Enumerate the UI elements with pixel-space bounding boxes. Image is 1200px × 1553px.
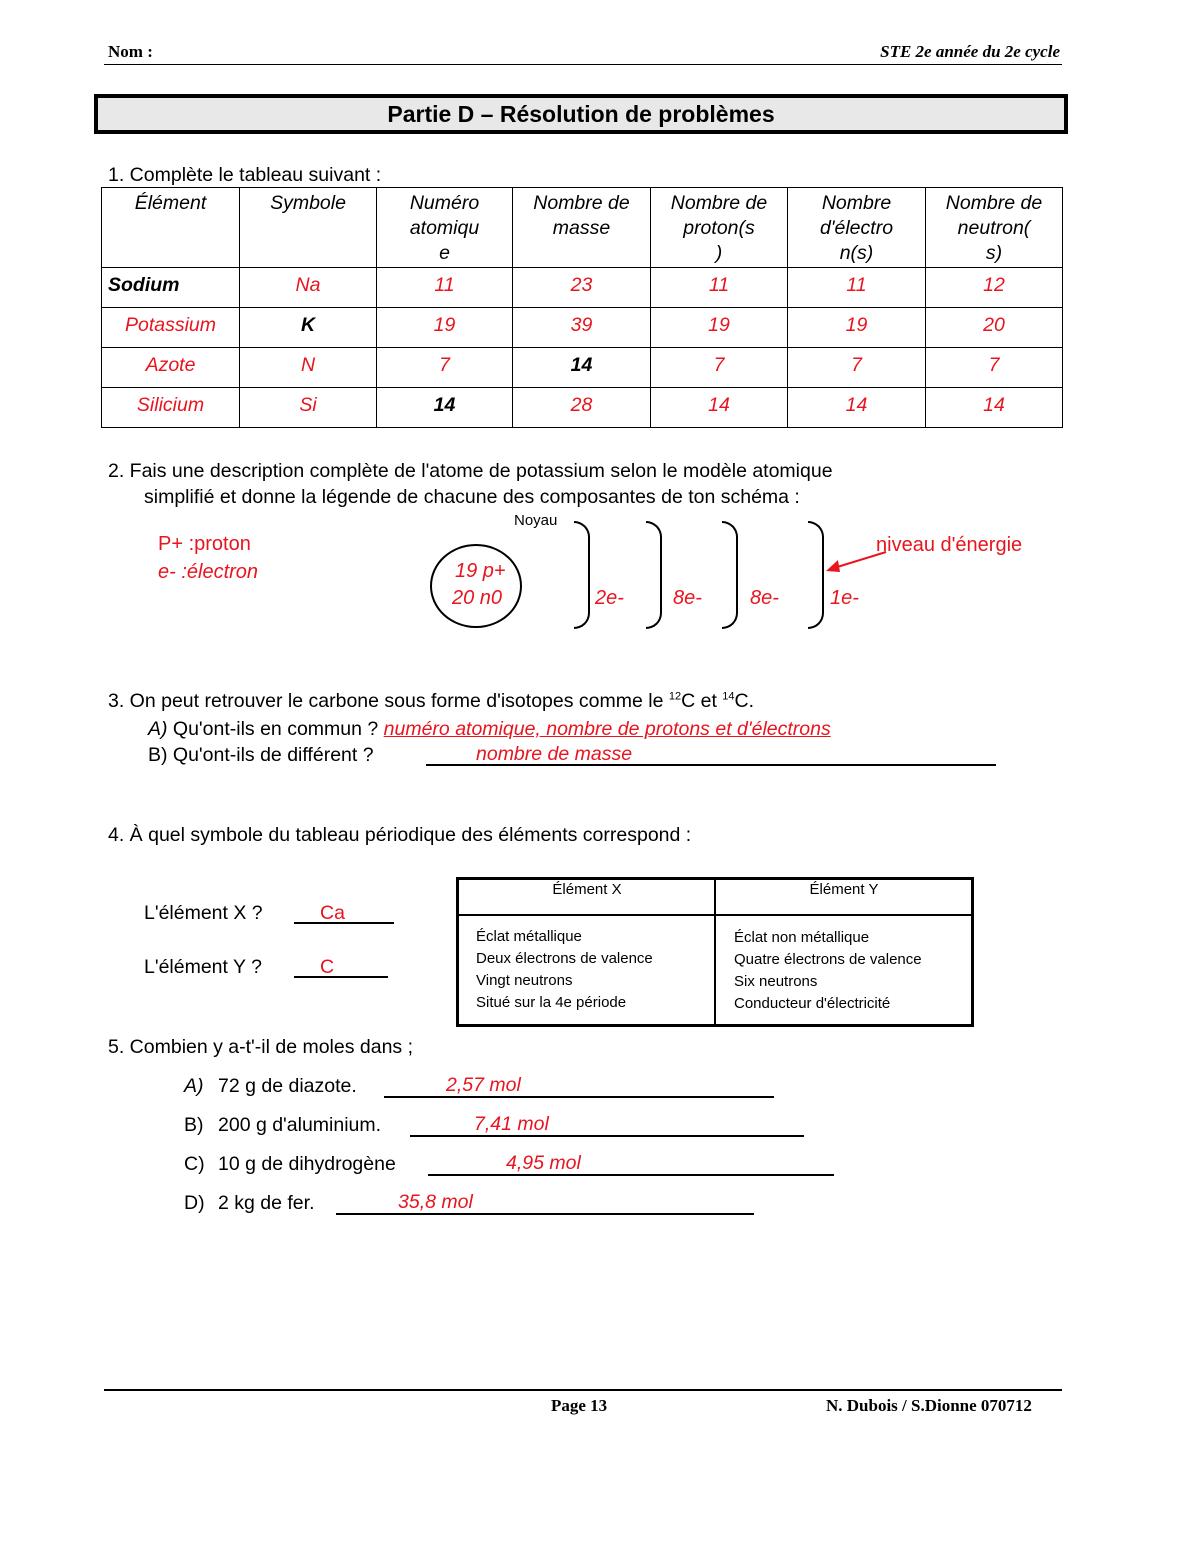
cell: 11: [377, 268, 513, 308]
table-row: [102, 348, 1063, 388]
cell: Azote: [102, 348, 240, 388]
q5-answer: 35,8 mol: [398, 1191, 473, 1213]
q3-question-a: A) Qu'ont-ils en commun ? numéro atomique, nombre de protons et d'électrons: [148, 718, 831, 740]
q5-prompt: 5. Combien y a-t'-il de moles dans ;: [108, 1036, 414, 1058]
q3-prompt: 3. On peut retrouver le carbone sous forme d'isotopes comme le $^{12}$C et $^{14}$C.: [108, 690, 755, 712]
table-row: [102, 268, 1063, 308]
cell: K: [240, 308, 377, 348]
cell: 11: [788, 268, 926, 308]
table-row: [102, 388, 1063, 428]
q5-answer: 2,57 mol: [446, 1074, 521, 1096]
page-number: Page 13: [551, 1396, 608, 1415]
cell: 14: [651, 388, 788, 428]
shell-bracket: [646, 521, 662, 629]
cell: 39: [513, 308, 651, 348]
q5-letter: D): [184, 1192, 205, 1214]
cell: 14: [377, 388, 513, 428]
shell-electrons: 2e-: [595, 587, 624, 609]
xy-column-y: [734, 927, 922, 1015]
name-label: Nom :: [108, 42, 153, 61]
list-item: Deux électrons de valence: [476, 950, 653, 967]
col-header: Nombre de neutron( s): [926, 188, 1063, 268]
q5-item-text: 10 g de dihydrogène: [218, 1153, 396, 1175]
xy-header-y: Élément Y: [809, 881, 879, 898]
shell-bracket: [574, 521, 590, 629]
q4-x-label: L'élément X ?: [144, 902, 263, 924]
cell: Potassium: [102, 308, 240, 348]
shell-electrons: 1e-: [830, 587, 859, 609]
cell: 14: [513, 348, 651, 388]
col-header: Numéro atomiqu e: [377, 188, 513, 268]
element-table: [101, 187, 1063, 428]
cell: 7: [651, 348, 788, 388]
shell-electrons: 8e-: [673, 587, 702, 609]
col-header: Nombre de masse: [513, 188, 651, 268]
q4-x-answer: Ca: [320, 902, 345, 924]
shell-bracket: [722, 521, 738, 629]
nucleus-circle: [430, 544, 522, 628]
table-header-row: [102, 188, 1063, 268]
answer-line: [410, 1135, 804, 1137]
cell: 19: [651, 308, 788, 348]
q5-letter: B): [184, 1114, 204, 1136]
col-header: Élément: [102, 188, 240, 268]
q4-y-answer: C: [320, 956, 335, 978]
q1-prompt: 1. Complète le tableau suivant :: [108, 164, 382, 186]
q5-letter: C): [184, 1153, 205, 1175]
cell: 14: [788, 388, 926, 428]
q5-item-text: 200 g d'aluminium.: [218, 1114, 382, 1136]
q4-prompt: 4. À quel symbole du tableau périodique des éléments correspond :: [108, 824, 692, 846]
cell: Sodium: [102, 268, 240, 308]
q2-line1: 2. Fais une description complète de l'atome de potassium selon le modèle atomique: [108, 460, 833, 482]
q5-answer: 4,95 mol: [506, 1152, 581, 1174]
q5-answer: 7,41 mol: [474, 1113, 549, 1135]
nucleus-protons: 19 p+: [455, 560, 506, 582]
col-header: Nombre d'électro n(s): [788, 188, 926, 268]
list-item: Éclat non métallique: [734, 929, 870, 946]
author-credit: N. Dubois / S.Dionne 070712: [826, 1396, 1032, 1415]
cell: 7: [788, 348, 926, 388]
xy-column-divider: [714, 877, 716, 1027]
q5-letter: A): [184, 1075, 204, 1097]
col-header: Nombre de proton(s ): [651, 188, 788, 268]
xy-column-x: [476, 926, 653, 1014]
cell: 20: [926, 308, 1063, 348]
q5-item-text: 72 g de diazote.: [218, 1075, 357, 1097]
list-item: Situé sur la 4e période: [476, 994, 627, 1011]
answer-line: [384, 1096, 774, 1098]
page-title: Partie D – Résolution de problèmes: [94, 94, 1068, 134]
cell: Silicium: [102, 388, 240, 428]
col-header: Symbole: [240, 188, 377, 268]
cell: 28: [513, 388, 651, 428]
list-item: Six neutrons: [734, 973, 818, 990]
footer-rule: [104, 1389, 1062, 1391]
cell: 19: [788, 308, 926, 348]
cell: 19: [377, 308, 513, 348]
nucleus-neutrons: 20 n0: [452, 587, 503, 609]
xy-header-x: Élément X: [552, 881, 622, 898]
shell-electrons: 8e-: [750, 587, 779, 609]
q2-line2: simplifié et donne la légende de chacune des composantes de ton schéma :: [144, 486, 800, 508]
header-rule: [104, 64, 1062, 65]
cell: 14: [926, 388, 1063, 428]
energy-level-label: niveau d'énergie: [876, 534, 1023, 556]
legend-electron: e- :électron: [158, 561, 259, 583]
list-item: Quatre électrons de valence: [734, 951, 922, 968]
cell: Na: [240, 268, 377, 308]
noyau-label: Noyau: [514, 512, 558, 529]
q3-answer-a: numéro atomique, nombre de protons et d'électrons: [383, 718, 831, 740]
course-level: STE 2e année du 2e cycle: [880, 42, 1060, 61]
list-item: Vingt neutrons: [476, 972, 573, 989]
q3-answer-b: nombre de masse: [476, 743, 633, 765]
cell: 12: [926, 268, 1063, 308]
legend-proton: P+ :proton: [158, 533, 251, 555]
table-row: [102, 308, 1063, 348]
answer-line: [428, 1174, 834, 1176]
answer-line: [294, 976, 388, 978]
q3-question-b: B) Qu'ont-ils de différent ?: [148, 744, 374, 766]
cell: 7: [377, 348, 513, 388]
list-item: Conducteur d'électricité: [734, 995, 891, 1012]
list-item: Éclat métallique: [476, 928, 582, 945]
cell: 11: [651, 268, 788, 308]
cell: N: [240, 348, 377, 388]
cell: 23: [513, 268, 651, 308]
cell: 7: [926, 348, 1063, 388]
q4-y-label: L'élément Y ?: [144, 956, 262, 978]
cell: Si: [240, 388, 377, 428]
q5-item-text: 2 kg de fer.: [218, 1192, 315, 1214]
